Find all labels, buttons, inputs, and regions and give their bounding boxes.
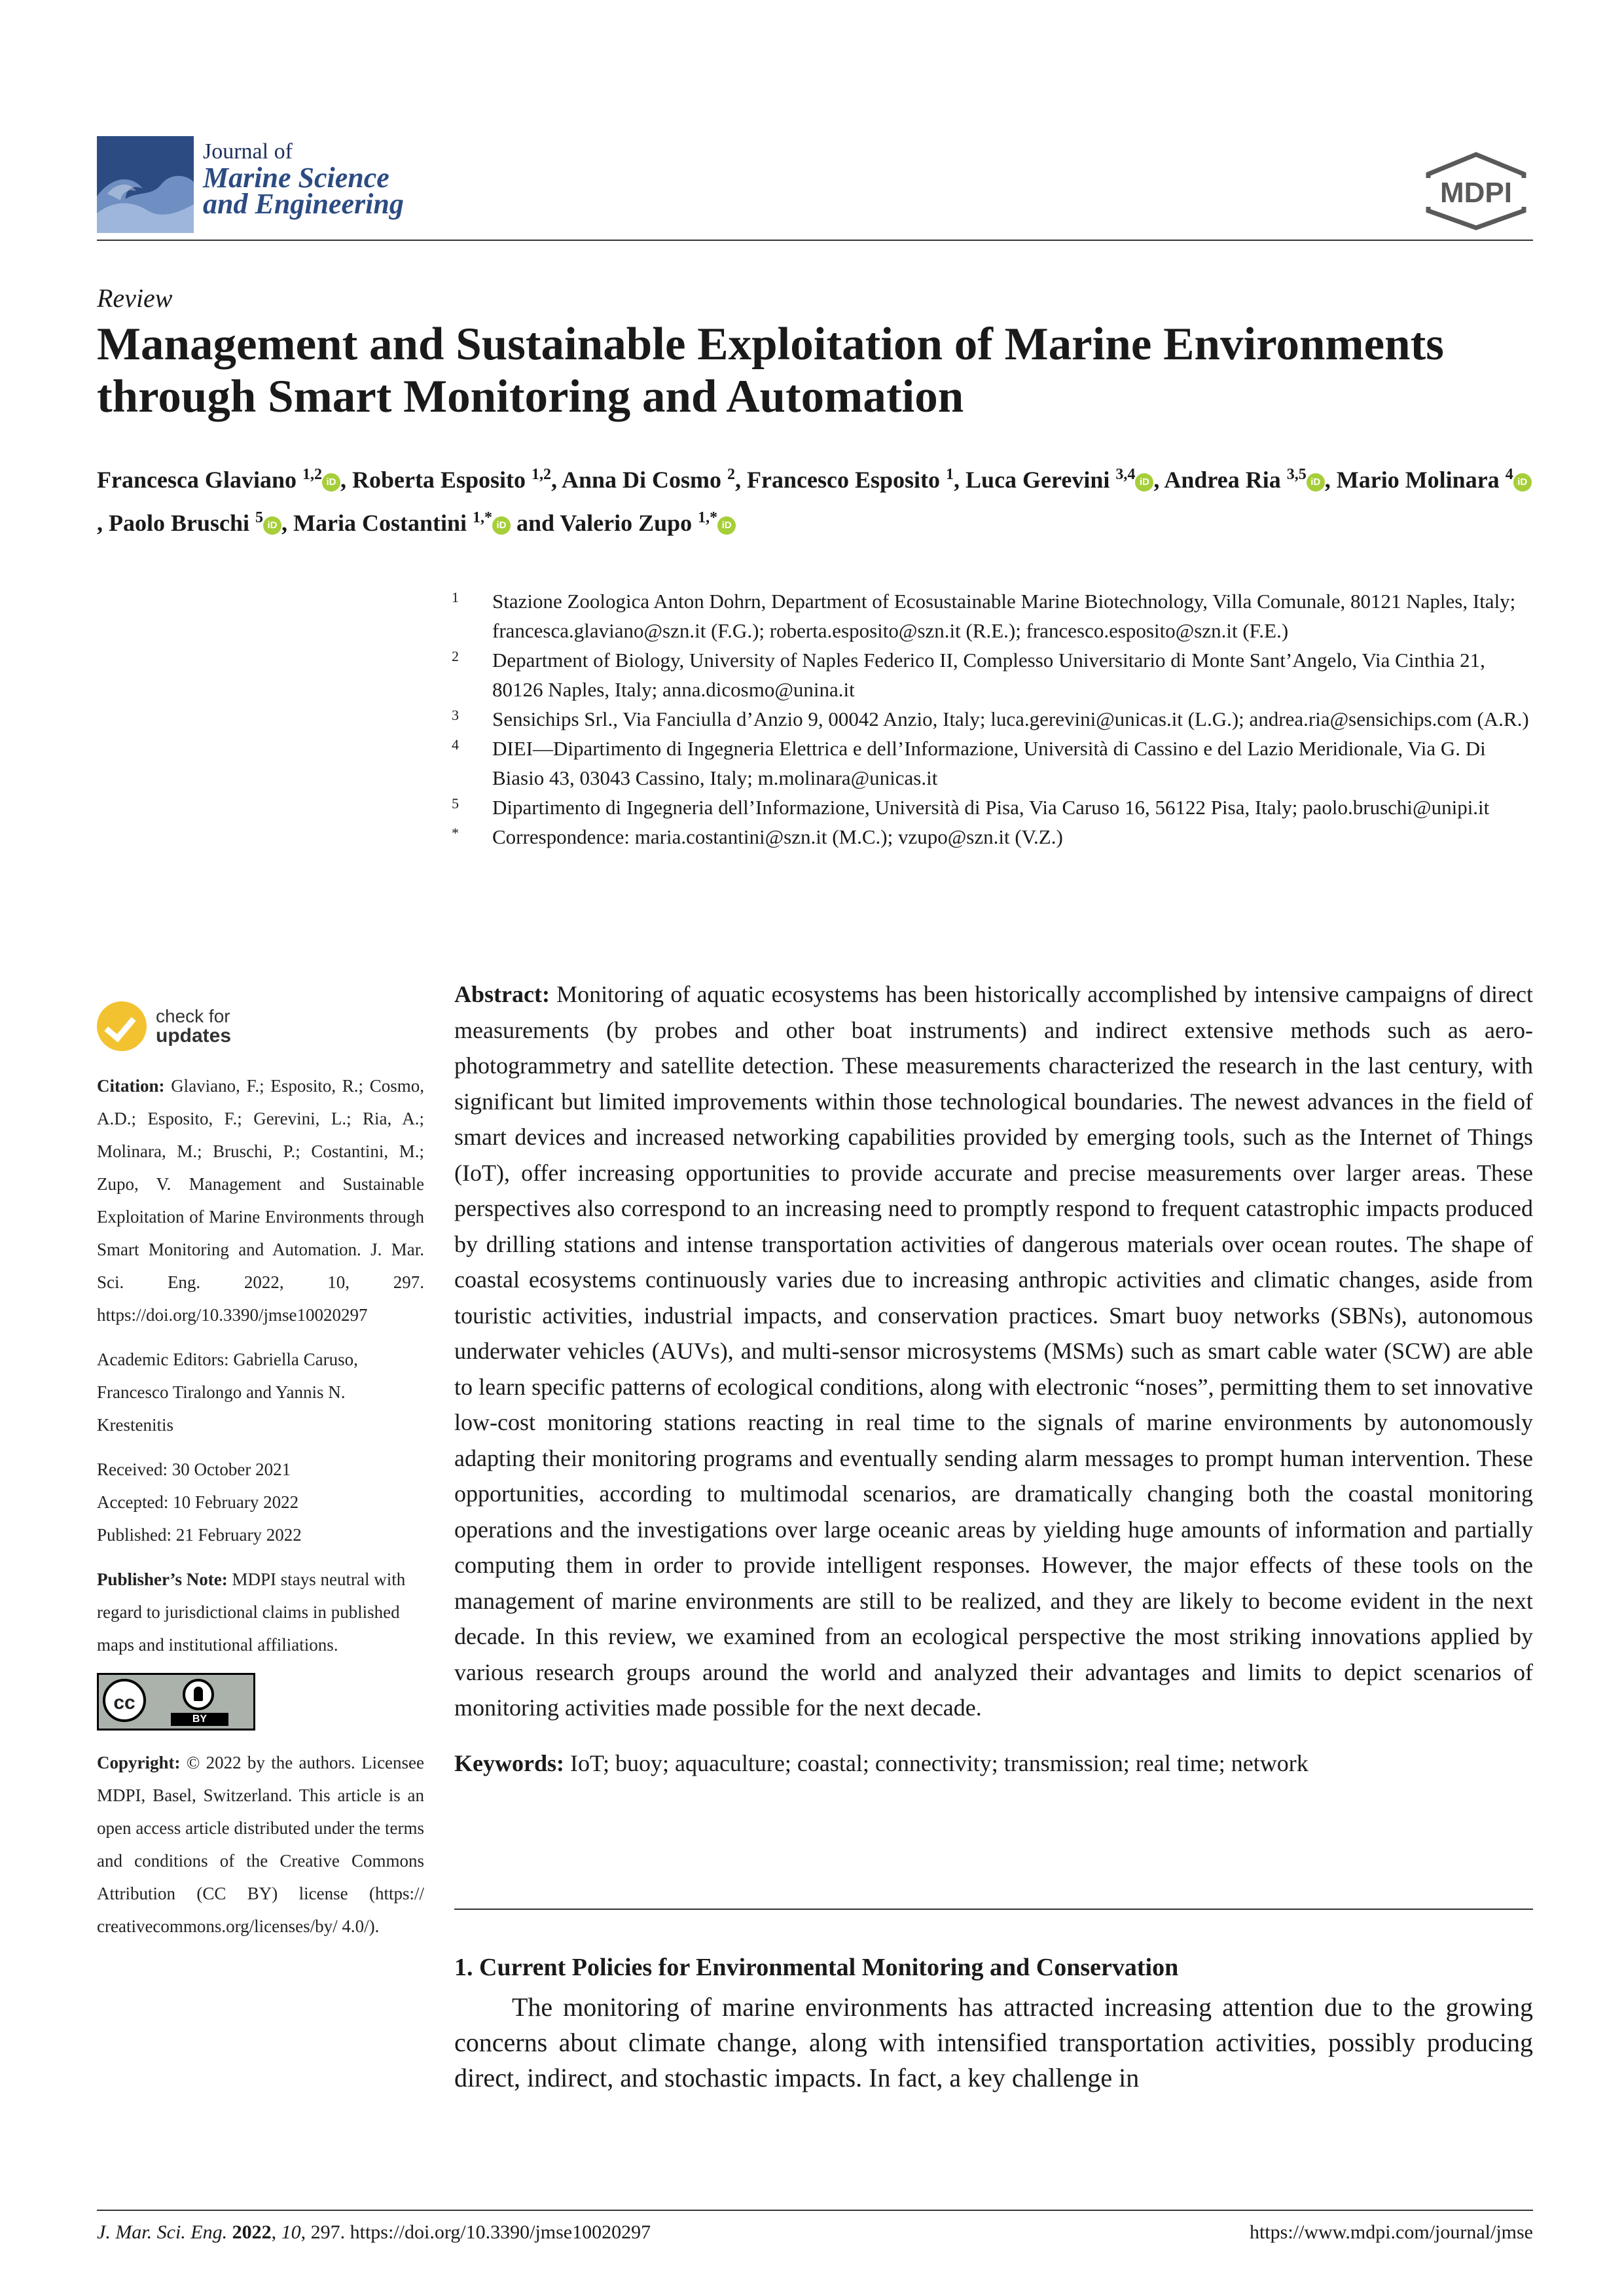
author-name: Valerio Zupo (560, 510, 693, 536)
footer-volume: 10 (281, 2221, 301, 2243)
author-name: Maria Costantini (293, 510, 467, 536)
author-affiliation-marker: 1,2 (302, 466, 322, 483)
keywords-label: Keywords: (454, 1749, 564, 1776)
author-separator: , (1153, 467, 1164, 493)
author-name: Anna Di Cosmo (562, 467, 722, 493)
orcid-icon[interactable]: iD (1135, 473, 1153, 492)
orcid-icon[interactable]: iD (1307, 473, 1325, 492)
orcid-icon[interactable]: iD (1513, 473, 1532, 492)
check-for-updates-button[interactable] (97, 1001, 424, 1051)
checkmark-icon (97, 1001, 147, 1051)
affiliation-text: Department of Biology, University of Naples Federico II, Complesso Universitario di Monte Sant’Angelo, Via Cinthia 21, 80126 Naples, Italy; anna.dicosmo@unina.it (492, 649, 1485, 701)
author-affiliation-marker: 3,5 (1286, 466, 1307, 483)
author-name: Francesco Esposito (747, 467, 941, 493)
author-name: Mario Molinara (1336, 467, 1500, 493)
main-column (454, 977, 1533, 1781)
orcid-icon[interactable]: iD (322, 473, 340, 492)
check-updates-line1: check for (156, 1006, 230, 1026)
affiliation-item (452, 793, 1533, 822)
author-separator: , (954, 467, 966, 493)
affiliation-number: * (452, 825, 459, 841)
section-heading: 1. Current Policies for Environmental Monitoring and Conservation (454, 1954, 1179, 1981)
affiliation-number: 1 (452, 589, 459, 605)
affiliation-item (452, 645, 1533, 704)
journal-logo (97, 136, 194, 233)
publisher-note-label: Publisher’s Note: (97, 1570, 228, 1589)
footer-year: 2022 (232, 2221, 272, 2243)
author-name: Paolo Bruschi (109, 510, 250, 536)
copyright-text: © 2022 by the authors. Licensee MDPI, Basel, Switzerland. This article is an open access article distributed under the terms and conditions of the Creative Commons Attribution (CC BY) license (https:// creativecommons.org/licenses/by/ 4.0/). (97, 1753, 425, 1936)
orcid-icon[interactable]: iD (492, 516, 511, 535)
affiliation-text: Sensichips Srl., Via Fanciulla d’Anzio 9, 00042 Anzio, Italy; luca.gerevini@unicas.it (L.G.); andrea.ria@sensichips.com (A.R.) (492, 708, 1529, 730)
footer-doi: , 297. https://doi.org/10.3390/jmse10020297 (300, 2221, 651, 2243)
author-name: Luca Gerevini (965, 467, 1110, 493)
abstract-label: Abstract: (454, 981, 550, 1007)
journal-name (203, 139, 404, 220)
orcid-icon[interactable]: iD (263, 516, 281, 535)
citation-label: Citation: (97, 1076, 165, 1096)
footer-journal-url[interactable]: https://www.mdpi.com/journal/jmse (1249, 2221, 1533, 2243)
author-separator: , (281, 510, 294, 536)
affiliation-item (452, 704, 1533, 734)
article-title: Management and Sustainable Exploitation of Marine Environments through Smart Monitoring and Automation (97, 319, 1444, 422)
author-separator: , (550, 467, 562, 493)
academic-editors: Academic Editors: Gabriella Caruso, Francesco Tiralongo and Yannis N. Krestenitis (97, 1350, 358, 1435)
wave-icon (97, 136, 194, 233)
section-body: The monitoring of marine environments has attracted increasing attention due to the growing concerns about climate change, along with intensified transportation activities, possibly producing direct, indirect, and stochastic impacts. In fact, a key challenge in (454, 1992, 1533, 2092)
affiliation-text: Correspondence: maria.costantini@szn.it (M.C.); vzupo@szn.it (V.Z.) (492, 825, 1063, 848)
accepted-date: Accepted: 10 February 2022 (97, 1492, 299, 1512)
abstract-text: Monitoring of aquatic ecosystems has been historically accomplished by intensive campaigns of direct measurements (by probes and other boat instruments) and indirect extensive methods such as aero-photogrammetry and satellite detection. These measurements characterized the research in the last century, with significant but limited improvements within those technological boundaries. The newest advances in the field of smart devices and increased networking capabilities provided by emerging tools, such as the Internet of Things (IoT), offer increasing opportunities to provide accurate and precise measurements over larger areas. These perspectives also correspond to an increasing need to promptly respond to frequent catastrophic impacts produced by drilling stations and intense transportation activities of dangerous materials over ocean routes. The shape of coastal ecosystems continuously varies due to increasing anthropic activities and climatic changes, aside from touristic activities, industrial impacts, and conservation practices. Smart buoy networks (SBNs), autonomous underwater vehicles (AUVs), and multi-sensor microsystems (MSMs) such as smart cable water (SCW) are able to learn specific patterns of ecological conditions, along with electronic “noses”, permitting them to set innovative low-cost monitoring stations reacting in real time to the signals of marine environments by autonomously adapting their monitoring programs and eventually sending alarm messages to prompt human intervention. These opportunities, according to multimodal scenarios, are dramatically changing both the coastal monitoring operations and the investigations over large oceanic areas by yielding huge amounts of information and partially computing them in order to provide intelligent responses. However, the major effects of these tools on the management of marine environments are still to be realized, and they are likely to become evident in the next decade. In this review, we examined from an ecological perspective the most striking innovations applied by various research groups around the world and analyzed their advantages and limits to depict scenarios of monitoring activities made possible for the next decade. (454, 981, 1533, 1721)
cc-by-license-badge[interactable] (97, 1673, 255, 1731)
publisher-logo-text: MDPI (1440, 177, 1512, 209)
article-type: Review (97, 283, 173, 313)
affiliation-text: Stazione Zoologica Anton Dohrn, Department of Ecosustainable Marine Biotechnology, Villa Comunale, 80121 Naples, Italy; francesca.glaviano@szn.it (F.G.); roberta.esposito@szn.it (R.E.); francesco.esposito@szn.it (F.E.) (492, 590, 1516, 642)
affiliation-item (452, 586, 1533, 645)
affiliation-text: DIEI—Dipartimento di Ingegneria Elettrica e dell’Informazione, Università di Cassino e del Lazio Meridionale, Via G. Di Biasio 43, 03043 Cassino, Italy; m.molinara@unicas.it (492, 737, 1486, 789)
attribution-person-icon (183, 1679, 214, 1710)
affiliation-number: 4 (452, 736, 459, 753)
author-separator: and (511, 510, 560, 536)
affiliation-number: 3 (452, 707, 459, 723)
affiliation-number: 2 (452, 648, 459, 664)
keywords-text: IoT; buoy; aquaculture; coastal; connectivity; transmission; real time; network (569, 1749, 1308, 1776)
author-affiliation-marker: 1,* (473, 509, 493, 526)
author-affiliation-marker: 1,* (698, 509, 718, 526)
author-separator: , (340, 467, 352, 493)
author-name: Francesca Glaviano (97, 467, 297, 493)
publisher-note-text: MDPI stays neutral with regard to jurisdictional claims in published maps and institutional affiliations. (97, 1570, 406, 1655)
author-name: Andrea Ria (1164, 467, 1281, 493)
copyright (97, 1746, 424, 1943)
affiliation-number: 5 (452, 795, 459, 812)
affiliation-item (452, 734, 1533, 793)
author-list (97, 456, 1533, 542)
author-affiliation-marker: 1,2 (531, 466, 551, 483)
footer-citation: J. Mar. Sci. Eng. 2022, 10, 297. https://doi.org/10.3390/jmse10020297 (97, 2221, 651, 2243)
citation (97, 1069, 424, 1331)
dates (97, 1453, 424, 1551)
mdpi-hexagon-icon (1414, 152, 1538, 230)
citation-text: Glaviano, F.; Esposito, R.; Cosmo, A.D.; Esposito, F.; Gerevini, L.; Ria, A.; Molinara, M.; Bruschi, P.; Costantini, M.; Zupo, V. Management and Sustainable Exploitation of Marine Environments through Smart Monitoring and Automation. J. Mar. Sci. Eng. 2022, 10, 297. https://doi.org/10.3390/jmse10020297 (97, 1076, 425, 1325)
keywords (454, 1746, 1533, 1782)
creative-commons-icon: cc (103, 1679, 146, 1722)
author-name: Roberta Esposito (352, 467, 526, 493)
footer-divider (97, 2210, 1533, 2211)
author-separator: , (735, 467, 748, 493)
journal-name-line2: Marine Science (203, 162, 389, 194)
author-separator: , (1324, 467, 1337, 493)
orcid-icon[interactable]: iD (717, 516, 736, 535)
author-affiliation-marker: 4 (1505, 466, 1513, 483)
abstract-divider (454, 1909, 1533, 1910)
author-affiliation-marker: 3,4 (1115, 466, 1136, 483)
affiliations (452, 586, 1533, 852)
author-affiliation-marker: 5 (255, 509, 264, 526)
by-label: BY (171, 1713, 228, 1726)
publisher-logo (1414, 152, 1538, 230)
author-separator: , (97, 510, 109, 536)
journal-name-line3: and Engineering (203, 188, 404, 220)
author-affiliation-marker: 1 (946, 466, 954, 483)
header-divider (97, 240, 1533, 241)
affiliation-text: Dipartimento di Ingegneria dell’Informazione, Università di Pisa, Via Caruso 16, 56122 Pisa, Italy; paolo.bruschi@unipi.it (492, 796, 1490, 819)
check-updates-line2: updates (156, 1025, 232, 1047)
author-affiliation-marker: 2 (727, 466, 736, 483)
footer-journal-abbr: J. Mar. Sci. Eng. (97, 2221, 228, 2243)
copyright-label: Copyright: (97, 1753, 181, 1772)
published-date: Published: 21 February 2022 (97, 1525, 302, 1545)
journal-name-line1: Journal of (203, 139, 293, 164)
affiliation-item (452, 822, 1533, 852)
abstract (454, 977, 1533, 1726)
sidebar (97, 1001, 424, 1954)
publisher-note (97, 1563, 424, 1661)
received-date: Received: 30 October 2021 (97, 1460, 291, 1479)
